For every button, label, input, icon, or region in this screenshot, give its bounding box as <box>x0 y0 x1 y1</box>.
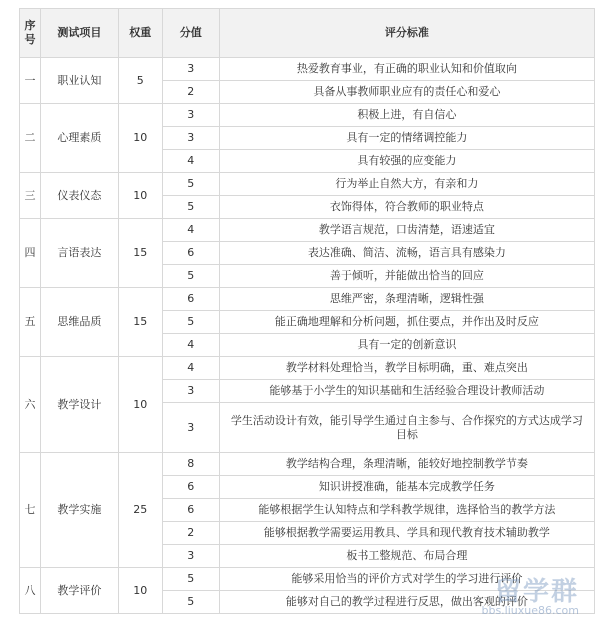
weight-cell: 10 <box>118 357 162 453</box>
serial-no-cell: 四 <box>20 219 41 288</box>
criteria-cell: 能够根据学生认知特点和学科教学规律，选择恰当的教学方法 <box>219 499 594 522</box>
criteria-cell: 思维严密，条理清晰，逻辑性强 <box>219 288 594 311</box>
criteria-cell: 教学语言规范，口齿清楚，语速适宜 <box>219 219 594 242</box>
criteria-cell: 具有较强的应变能力 <box>219 150 594 173</box>
table-row <box>20 357 595 380</box>
score-cell: 2 <box>162 522 219 545</box>
test-item-cell: 言语表达 <box>40 219 118 288</box>
weight-cell: 15 <box>118 288 162 357</box>
criteria-cell: 热爱教育事业，有正确的职业认知和价值取向 <box>219 58 594 81</box>
score-cell: 3 <box>162 104 219 127</box>
header-score: 分值 <box>162 9 219 58</box>
watermark-url: bbs.liuxue86.com <box>481 604 579 617</box>
score-cell: 5 <box>162 591 219 614</box>
criteria-cell: 具有一定的情绪调控能力 <box>219 127 594 150</box>
scoring-table-container <box>19 8 595 614</box>
weight-cell: 10 <box>118 173 162 219</box>
weight-cell: 10 <box>118 568 162 614</box>
score-cell: 5 <box>162 568 219 591</box>
criteria-cell: 能正确地理解和分析问题，抓住要点，并作出及时反应 <box>219 311 594 334</box>
score-cell: 2 <box>162 81 219 104</box>
criteria-cell: 具备从事教师职业应有的责任心和爱心 <box>219 81 594 104</box>
criteria-cell: 教学结构合理，条理清晰，能较好地控制教学节奏 <box>219 453 594 476</box>
criteria-cell: 能够采用恰当的评价方式对学生的学习进行评价 <box>219 568 594 591</box>
table-row <box>20 104 595 127</box>
criteria-cell: 衣饰得体，符合教师的职业特点 <box>219 196 594 219</box>
criteria-cell: 善于倾听，并能做出恰当的回应 <box>219 265 594 288</box>
scoring-criteria-table <box>19 8 595 614</box>
score-cell: 3 <box>162 403 219 453</box>
score-cell: 6 <box>162 242 219 265</box>
criteria-cell: 具有一定的创新意识 <box>219 334 594 357</box>
weight-cell: 10 <box>118 104 162 173</box>
test-item-cell: 教学实施 <box>40 453 118 568</box>
serial-no-cell: 一 <box>20 58 41 104</box>
weight-cell: 5 <box>118 58 162 104</box>
test-item-cell: 教学设计 <box>40 357 118 453</box>
score-cell: 4 <box>162 150 219 173</box>
criteria-cell: 能够对自己的教学过程进行反思，做出客观的评价 <box>219 591 594 614</box>
table-row <box>20 453 595 476</box>
test-item-cell: 仪表仪态 <box>40 173 118 219</box>
serial-no-cell: 六 <box>20 357 41 453</box>
serial-no-cell: 八 <box>20 568 41 614</box>
criteria-cell: 能够基于小学生的知识基础和生活经验合理设计教师活动 <box>219 380 594 403</box>
criteria-cell: 板书工整规范、布局合理 <box>219 545 594 568</box>
criteria-cell: 知识讲授准确，能基本完成教学任务 <box>219 476 594 499</box>
criteria-cell: 行为举止自然大方，有亲和力 <box>219 173 594 196</box>
serial-no-cell: 三 <box>20 173 41 219</box>
header-weight: 权重 <box>118 9 162 58</box>
score-cell: 5 <box>162 265 219 288</box>
score-cell: 3 <box>162 545 219 568</box>
weight-cell: 15 <box>118 219 162 288</box>
score-cell: 3 <box>162 127 219 150</box>
serial-no-cell: 五 <box>20 288 41 357</box>
score-cell: 3 <box>162 58 219 81</box>
criteria-cell: 积极上进，有自信心 <box>219 104 594 127</box>
test-item-cell: 心理素质 <box>40 104 118 173</box>
score-cell: 8 <box>162 453 219 476</box>
table-row <box>20 568 595 591</box>
test-item-cell: 教学评价 <box>40 568 118 614</box>
score-cell: 5 <box>162 196 219 219</box>
header-test-item: 测试项目 <box>40 9 118 58</box>
score-cell: 5 <box>162 311 219 334</box>
table-row <box>20 58 595 81</box>
header-criteria: 评分标准 <box>219 9 594 58</box>
table-row <box>20 173 595 196</box>
criteria-cell: 学生活动设计有效，能引导学生通过自主参与、合作探究的方式达成学习目标 <box>219 403 594 453</box>
score-cell: 4 <box>162 357 219 380</box>
test-item-cell: 职业认知 <box>40 58 118 104</box>
serial-no-cell: 二 <box>20 104 41 173</box>
score-cell: 5 <box>162 173 219 196</box>
score-cell: 6 <box>162 476 219 499</box>
table-row <box>20 288 595 311</box>
weight-cell: 25 <box>118 453 162 568</box>
score-cell: 6 <box>162 288 219 311</box>
score-cell: 4 <box>162 334 219 357</box>
watermark-logo-text: 留学群 <box>494 577 579 607</box>
criteria-cell: 能够根据教学需要运用教具、学具和现代教育技术辅助教学 <box>219 522 594 545</box>
score-cell: 4 <box>162 219 219 242</box>
score-cell: 6 <box>162 499 219 522</box>
serial-no-cell: 七 <box>20 453 41 568</box>
criteria-cell: 教学材料处理恰当，教学目标明确，重、难点突出 <box>219 357 594 380</box>
criteria-cell: 表达准确、简洁、流畅，语言具有感染力 <box>219 242 594 265</box>
table-header-row <box>20 9 595 58</box>
score-cell: 3 <box>162 380 219 403</box>
test-item-cell: 思维品质 <box>40 288 118 357</box>
table-row <box>20 219 595 242</box>
header-serial-no: 序号 <box>20 9 41 58</box>
